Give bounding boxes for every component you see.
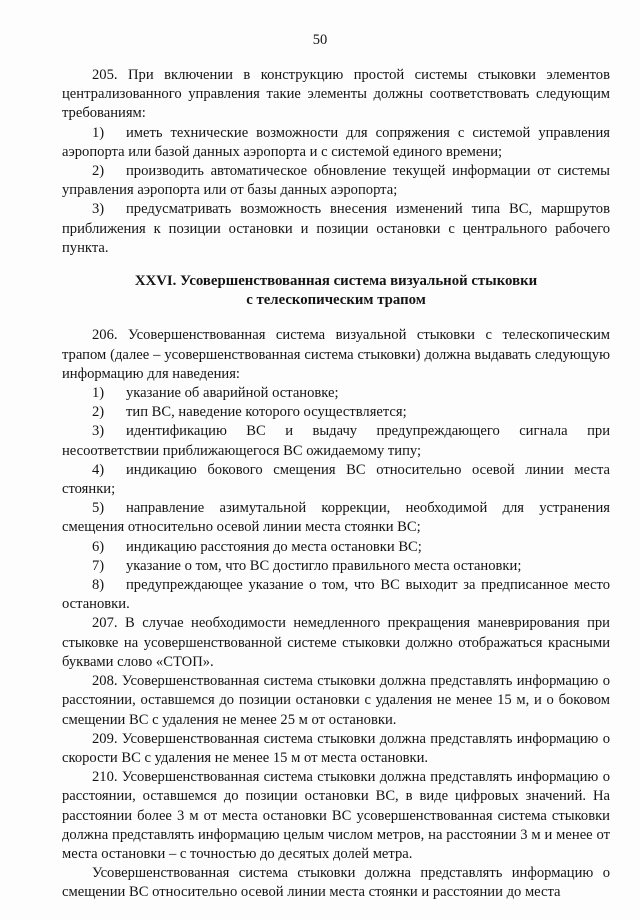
- list-item-text: указание о том, что ВС достигло правильного места остановки;: [126, 557, 522, 574]
- list-item-number: 5): [92, 500, 105, 517]
- list-item-number: 3): [92, 201, 105, 218]
- list-item-text: предусматривать возможность внесения изменений типа ВС, маршрутов приближения к позиции остановки и позиции остановки с центрального рабочего пункта.: [62, 201, 610, 256]
- page-number: 50: [312, 32, 328, 48]
- list-item: [62, 200, 610, 258]
- paragraph-205: 205. При включении в конструкцию простой системы стыковки элементов централизованного управления такие элементы должны соответствовать следующим требованиям:: [62, 67, 610, 122]
- list-item-text: индикацию расстояния до места остановки ВС;: [126, 538, 422, 555]
- list-item-number: 4): [92, 461, 105, 478]
- section-heading-line-2: с телескопическим трапом: [246, 292, 426, 309]
- list-item-text: производить автоматическое обновление текущей информации от системы управления аэропорта или от базы данных аэропорта;: [62, 163, 610, 199]
- list-item-number: 7): [92, 557, 105, 574]
- list-item-text: идентификацию ВС и выдачу предупреждающего сигнала при несоответствии приближающегося ВС ожидаемому типу;: [62, 423, 610, 459]
- list-item: [62, 162, 610, 200]
- paragraph-210: 210. Усовершенствованная система стыковки должна представлять информацию о расстоянии, оставшемся до позиции остановки ВС, в виде цифровых значений. На расстоянии более 3 м от места остановки ВС усовершенствованная система стыковки должна представлять информацию целым числом метров, на расстоянии 3 м и менее от места остановки – с точностью до десятых долей метра.: [62, 769, 610, 862]
- list-item: [62, 461, 610, 499]
- list-item-text: индикацию бокового смещения ВС относительно осевой линии места стоянки;: [62, 461, 610, 498]
- list-item-number: 3): [92, 423, 105, 440]
- list-item-text: указание об аварийной остановке;: [126, 385, 339, 402]
- list-item-text: предупреждающее указание о том, что ВС выходит за предписанное место остановки.: [62, 577, 610, 613]
- document-body: [62, 66, 610, 903]
- paragraph-continuation: Усовершенствованная система стыковки должна представлять информацию о смещении ВС относительно осевой линии места стоянки и расстоянии до места: [62, 865, 610, 901]
- section-heading: [62, 272, 610, 310]
- list-item: [62, 422, 610, 460]
- list-item: [62, 403, 610, 422]
- list-item-number: 2): [92, 163, 105, 180]
- list-item: [62, 557, 610, 576]
- section-heading-line-1: XXVI. Усовершенствованная система визуальной стыковки: [134, 273, 538, 290]
- list-item-number: 1): [92, 124, 105, 141]
- paragraph-208: 208. Усовершенствованная система стыковки должна представлять информацию о расстоянии, оставшемся до позиции остановки с удаления не менее 15 м, и о боковом смещении ВС с удаления не менее 25 м от остановки.: [62, 673, 610, 728]
- list-item: [62, 576, 610, 614]
- list-item-text: направление азимутальной коррекции, необходимой для устранения смещения относительно осевой линии места стоянки ВС;: [62, 500, 610, 536]
- list-item: [62, 384, 610, 403]
- list-item-number: 6): [92, 538, 105, 555]
- paragraph-206: 206. Усовершенствованная система визуальной стыковки с телескопическим трапом (далее – усовершенствованная система стыковки) должна выдавать следующую информацию для наведения:: [62, 327, 610, 382]
- list-item: [62, 124, 610, 162]
- list-item-text: тип ВС, наведение которого осуществляется;: [126, 404, 407, 421]
- list-item-number: 2): [92, 404, 105, 421]
- paragraph-207: 207. В случае необходимости немедленного прекращения маневрирования при стыковке на усовершенствованной системе стыковки должно отображаться красными буквами слово «СТОП».: [62, 615, 610, 670]
- paragraph-209: 209. Усовершенствованная система стыковки должна представлять информацию о скорости ВС с удаления не менее 15 м от места остановки.: [62, 730, 610, 766]
- list-item: [62, 499, 610, 537]
- list-item-number: 8): [92, 577, 105, 594]
- list-item-text: иметь технические возможности для сопряжения с системой управления аэропорта или базой данных аэропорта и с системой единого времени;: [62, 124, 610, 160]
- list-item-number: 1): [92, 385, 105, 402]
- list-item: [62, 538, 610, 557]
